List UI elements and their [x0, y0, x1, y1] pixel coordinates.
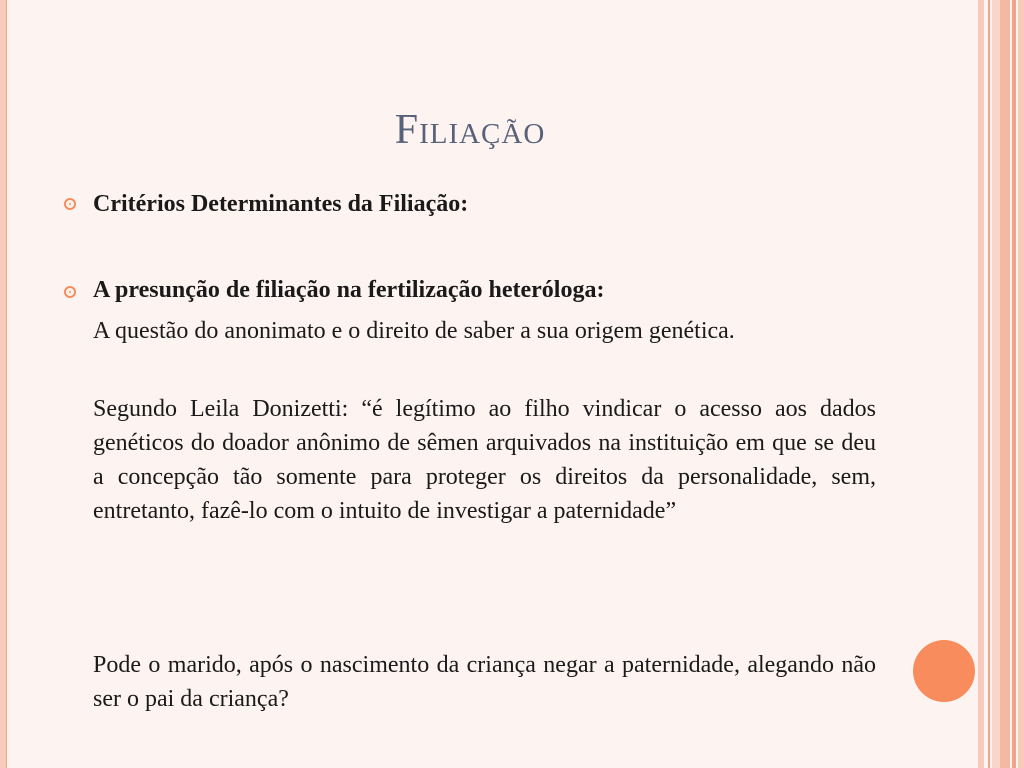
paragraph-question: Pode o marido, após o nascimento da criança negar a paternidade, alegando não ser o pai da criança? — [93, 652, 876, 712]
bullet-presumption: A presunção de filiação na fertilização heteróloga: — [93, 277, 605, 303]
decorative-circle — [913, 640, 975, 702]
bullet-ring-icon — [64, 198, 76, 210]
slide-title: Filiação — [394, 107, 546, 153]
bullet-criteria: Critérios Determinantes da Filiação: — [93, 191, 469, 217]
bullet-ring-icon — [64, 286, 76, 298]
paragraph-anonymity: A questão do anonimato e o direito de saber a sua origem genética. — [93, 318, 735, 344]
right-stripes-decoration — [978, 0, 1024, 768]
paragraph-quote: Segundo Leila Donizetti: “é legítimo ao filho vindicar o acesso aos dados genéticos do doador anônimo de sêmen arquivados na instituição em que se deu a concepção tão somente para proteger os direitos da personalidade, sem, entretanto, fazê-lo com o intuito de investigar a paternidade” — [93, 396, 876, 524]
